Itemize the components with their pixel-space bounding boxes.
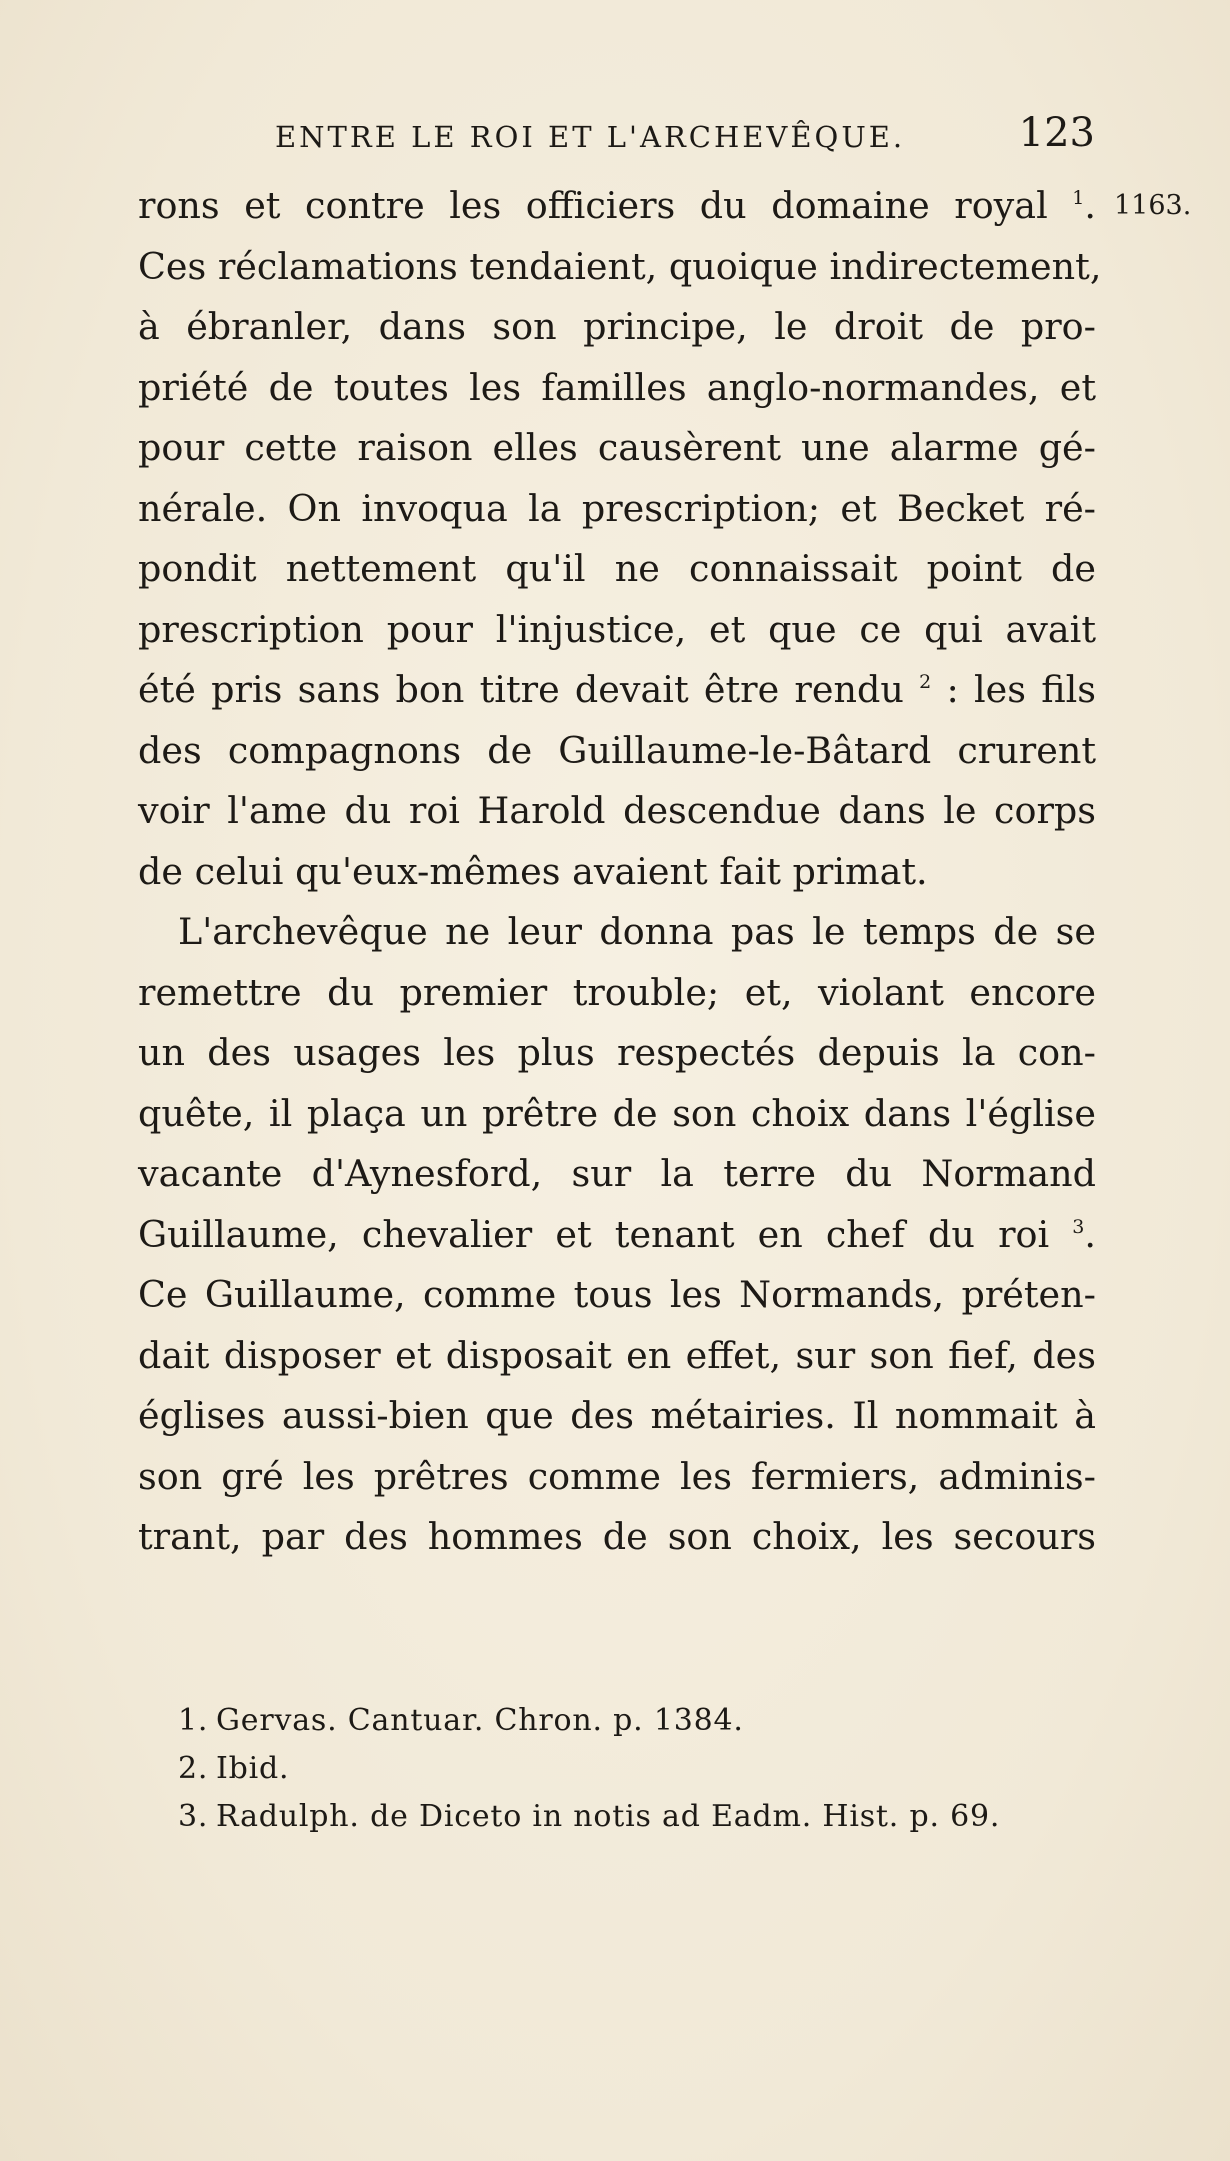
- body-line-text: prescription pour l'injustice, et que ce qui avait: [138, 607, 1096, 651]
- body-line-text: Ce Guillaume, comme tous les Normands, préten-: [138, 1273, 1096, 1316]
- footnote-number: 2.: [178, 1751, 209, 1786]
- body-line-text-after: .: [1084, 1212, 1096, 1256]
- body-line-text-after: : les fils: [931, 668, 1096, 711]
- body-line-text: de celui qu'eux-mêmes avaient fait primat.: [138, 849, 928, 893]
- body-line: [138, 418, 1096, 479]
- footnote: [178, 1793, 1078, 1841]
- body-line-text: églises aussi-bien que des métairies. Il nommait à: [138, 1394, 1096, 1437]
- footnote-text: Ibid.: [216, 1751, 290, 1786]
- body-line-text: pour cette raison elles causèrent une alarme gé-: [138, 426, 1096, 469]
- body-line-text-after: .: [1084, 184, 1096, 227]
- body-line-text: été pris sans bon titre devait être rendu: [138, 668, 920, 711]
- margin-date-note: 1163.: [1114, 190, 1192, 221]
- body-line-text: quête, il plaça un prêtre de son choix dans l'église: [138, 1091, 1096, 1135]
- body-line: [138, 237, 1102, 298]
- footnote-reference: 1: [1072, 187, 1085, 209]
- body-line-text: à ébranler, dans son principe, le droit de pro-: [138, 305, 1096, 348]
- footnote-reference: 2: [919, 671, 932, 693]
- running-title: ENTRE LE ROI ET L'ARCHEVÊQUE.: [275, 120, 906, 154]
- body-line: [138, 1507, 1096, 1568]
- body-line-text: un des usages les plus respectés depuis la con-: [138, 1031, 1096, 1074]
- body-line: [138, 297, 1096, 358]
- body-line: [138, 176, 1096, 237]
- body-line: [138, 1265, 1096, 1326]
- body-line-text: Ces réclamations tendaient, quoique indirectement,: [138, 244, 1102, 288]
- page-number: 123: [1018, 110, 1095, 156]
- body-line: [138, 963, 1096, 1024]
- body-line-text: priété de toutes les familles anglo-normandes, et: [138, 365, 1096, 409]
- body-text: [138, 176, 1102, 1568]
- body-line: [138, 539, 1096, 600]
- body-line-text: nérale. On invoqua la prescription; et Becket ré-: [138, 486, 1096, 530]
- body-line-text: dait disposer et disposait en effet, sur son fief, des: [138, 1333, 1096, 1377]
- body-line: [138, 902, 1096, 963]
- body-line-text: Guillaume, chevalier et tenant en chef du roi: [138, 1212, 1073, 1256]
- body-line-text: trant, par des hommes de son choix, les secours: [138, 1515, 1096, 1558]
- footnotes: [178, 1697, 1078, 1841]
- footnote-text: Radulph. de Diceto in notis ad Eadm. Hist. p. 69.: [216, 1799, 1001, 1834]
- body-line: [138, 781, 1096, 842]
- body-line-text: vacante d'Aynesford, sur la terre du Normand: [138, 1152, 1096, 1195]
- body-line: [138, 479, 1096, 540]
- footnote-number: 1.: [178, 1703, 209, 1738]
- body-line-text: voir l'ame du roi Harold descendue dans le corps: [138, 789, 1096, 832]
- running-head: [275, 110, 1095, 170]
- body-line-text: L'archevêque ne leur donna pas le temps de se: [178, 910, 1096, 953]
- body-line: [138, 721, 1096, 782]
- body-line: [138, 842, 1096, 903]
- footnote: [178, 1745, 1078, 1793]
- body-line-text: des compagnons de Guillaume-le-Bâtard crurent: [138, 728, 1096, 772]
- body-line-text: remettre du premier trouble; et, violant encore: [138, 970, 1096, 1014]
- body-line: [138, 1205, 1096, 1266]
- body-line-text: pondit nettement qu'il ne connaissait point de: [138, 547, 1096, 590]
- footnote-number: 3.: [178, 1799, 209, 1834]
- footnote-text: Gervas. Cantuar. Chron. p. 1384.: [216, 1703, 744, 1738]
- body-line: [138, 1023, 1096, 1084]
- body-line: [138, 1144, 1096, 1205]
- body-line: [138, 600, 1096, 661]
- body-line: [138, 1447, 1096, 1508]
- body-line: [138, 1326, 1096, 1387]
- body-line: [138, 358, 1096, 419]
- footnote-reference: 3: [1072, 1215, 1085, 1238]
- body-line-text: rons et contre les officiers du domaine royal: [138, 184, 1073, 227]
- body-line: [138, 1084, 1096, 1145]
- footnote: [178, 1697, 1078, 1745]
- body-line: [138, 1386, 1096, 1447]
- body-line-text: son gré les prêtres comme les fermiers, adminis-: [138, 1454, 1096, 1498]
- body-line: [138, 660, 1096, 721]
